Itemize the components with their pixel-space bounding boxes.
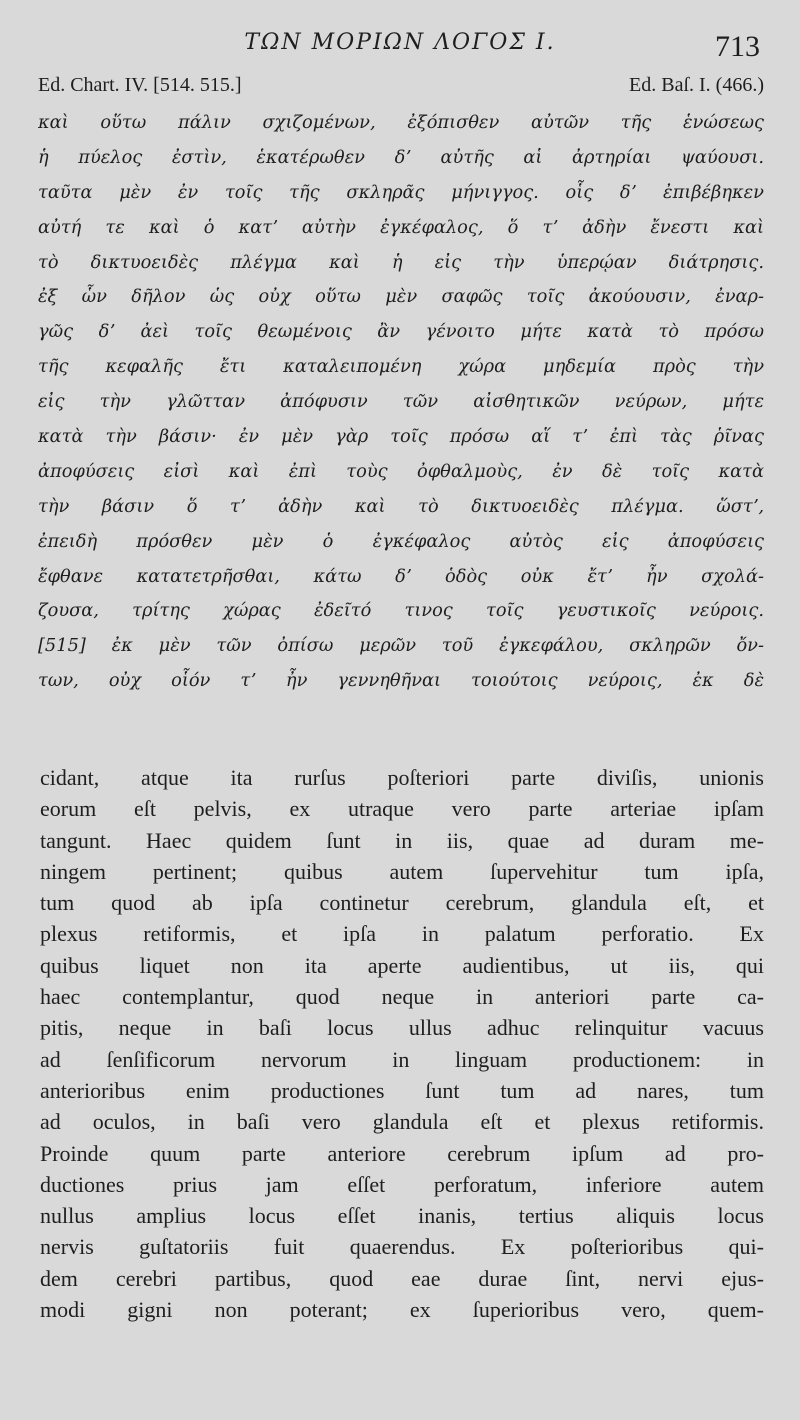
latin-line: ad oculos, in baſi vero glandula eſt et plexus retiformis. — [40, 1109, 764, 1135]
greek-text-block — [38, 106, 764, 699]
latin-line: nullus amplius locus eſſet inanis, tertius aliquis locus — [40, 1203, 764, 1229]
latin-line: ductiones prius jam eſſet perforatum, inferiore autem — [40, 1171, 764, 1197]
greek-line: τὴν βάσιν ὅ τʼ ἀδὴν καὶ τὸ δικτυοειδὲς πλέγμα. ὥστʼ, — [38, 495, 764, 517]
page-number: 713 — [715, 30, 760, 63]
latin-line: modi gigni non poterant; ex ſuperioribus vero, quem- — [40, 1297, 764, 1323]
greek-line: τῆς κεφαλῆς ἔτι καταλειπομένη χώρα μηδεμία πρὸς τὴν — [38, 356, 764, 378]
latin-line: Proinde quum parte anteriore cerebrum ipſum ad pro- — [40, 1140, 764, 1166]
latin-line: anterioribus enim productiones ſunt tum ad nares, tum — [40, 1077, 764, 1103]
greek-line: αὐτή τε καὶ ὁ κατʼ αὐτὴν ἐγκέφαλος, ὅ τʼ ἀδὴν ἔνεστι καὶ — [38, 216, 764, 238]
latin-line: quibus liquet non ita aperte audientibus, ut iis, qui — [40, 952, 764, 978]
greek-line: εἰς τὴν γλῶτταν ἀπόφυσιν τῶν αἰσθητικῶν νεύρων, μήτε — [38, 391, 764, 413]
latin-line: tangunt. Haec quidem ſunt in iis, quae ad duram me- — [40, 827, 764, 853]
greek-line: καὶ οὕτω πάλιν σχιζομένων, ἐξόπισθεν αὐτῶν τῆς ἑνώσεως — [38, 112, 764, 133]
latin-line: pitis, neque in baſi locus ullus adhuc relinquitur vacuus — [40, 1015, 764, 1041]
greek-line: τὸ δικτυοειδὲς πλέγμα καὶ ἡ εἰς τὴν ὑπερῴαν διάτρησις. — [38, 251, 764, 273]
latin-line: dem cerebri partibus, quod eae durae ſint, nervi ejus- — [40, 1265, 764, 1291]
greek-line: [515] ἐκ μὲν τῶν ὀπίσω μερῶν τοῦ ἐγκεφάλου, σκληρῶν ὄν- — [38, 635, 764, 657]
latin-line: ad ſenſificorum nervorum in linguam productionem: in — [40, 1046, 764, 1072]
latin-line: cidant, atque ita rurſus poſteriori parte diviſis, unionis — [40, 765, 764, 790]
greek-line: ἡ πύελος ἐστὶν, ἑκατέρωθεν δʼ αὐτῆς αἱ ἀρτηρίαι ψαύουσι. — [38, 146, 764, 168]
greek-line: κατὰ τὴν βάσιν· ἐν μὲν γὰρ τοῖς πρόσω αἵ τʼ ἐπὶ τὰς ῥῖνας — [38, 426, 764, 448]
running-title: ΤΩΝ ΜΟΡΙΩΝ ΛΟΓΟΣ Ι. — [244, 30, 556, 55]
edition-basel: Ed. Baſ. I. (466.) — [629, 74, 764, 96]
edition-chartier: Ed. Chart. IV. [514. 515.] — [38, 74, 242, 96]
latin-line: nervis guſtatoriis fuit quaerendus. Ex poſterioribus qui- — [40, 1234, 764, 1260]
latin-line: plexus retiformis, et ipſa in palatum perforatio. Ex — [40, 921, 764, 947]
latin-text-block — [40, 762, 764, 1325]
greek-line: ἐξ ὧν δῆλον ὡς οὐχ οὕτω μὲν σαφῶς τοῖς ἀκούουσιν, ἐναρ- — [38, 286, 764, 308]
greek-line: ταῦτα μὲν ἐν τοῖς τῆς σκληρᾶς μήνιγγος. οἷς δʼ ἐπιβέβηκεν — [38, 181, 764, 203]
greek-line: γῶς δʼ ἀεὶ τοῖς θεωμένοις ἂν γένοιτο μήτε κατὰ τὸ πρόσω — [38, 321, 764, 343]
greek-line: ἐπειδὴ πρόσθεν μὲν ὁ ἐγκέφαλος αὐτὸς εἰς ἀποφύσεις — [38, 530, 764, 552]
greek-line: των, οὐχ οἷόν τʼ ἦν γεννηθῆναι τοιούτοις νεύροις, ἐκ δὲ — [38, 670, 764, 692]
latin-line: ningem pertinent; quibus autem ſupervehitur tum ipſa, — [40, 858, 764, 884]
greek-line: ζουσα, τρίτης χώρας ἐδεῖτό τινος τοῖς γευστικοῖς νεύροις. — [38, 600, 764, 622]
latin-line: haec contemplantur, quod neque in anteriori parte ca- — [40, 984, 764, 1010]
latin-line: eorum eſt pelvis, ex utraque vero parte arteriae ipſam — [40, 796, 764, 822]
greek-line: ἀποφύσεις εἰσὶ καὶ ἐπὶ τοὺς ὀφθαλμοὺς, ἐν δὲ τοῖς κατὰ — [38, 460, 764, 482]
latin-line: tum quod ab ipſa continetur cerebrum, glandula eſt, et — [40, 890, 764, 916]
edition-reference-line — [38, 74, 764, 97]
greek-line: ἔφθανε κατατετρῆσθαι, κάτω δʼ ὁδὸς οὐκ ἔτʼ ἦν σχολά- — [38, 565, 764, 587]
